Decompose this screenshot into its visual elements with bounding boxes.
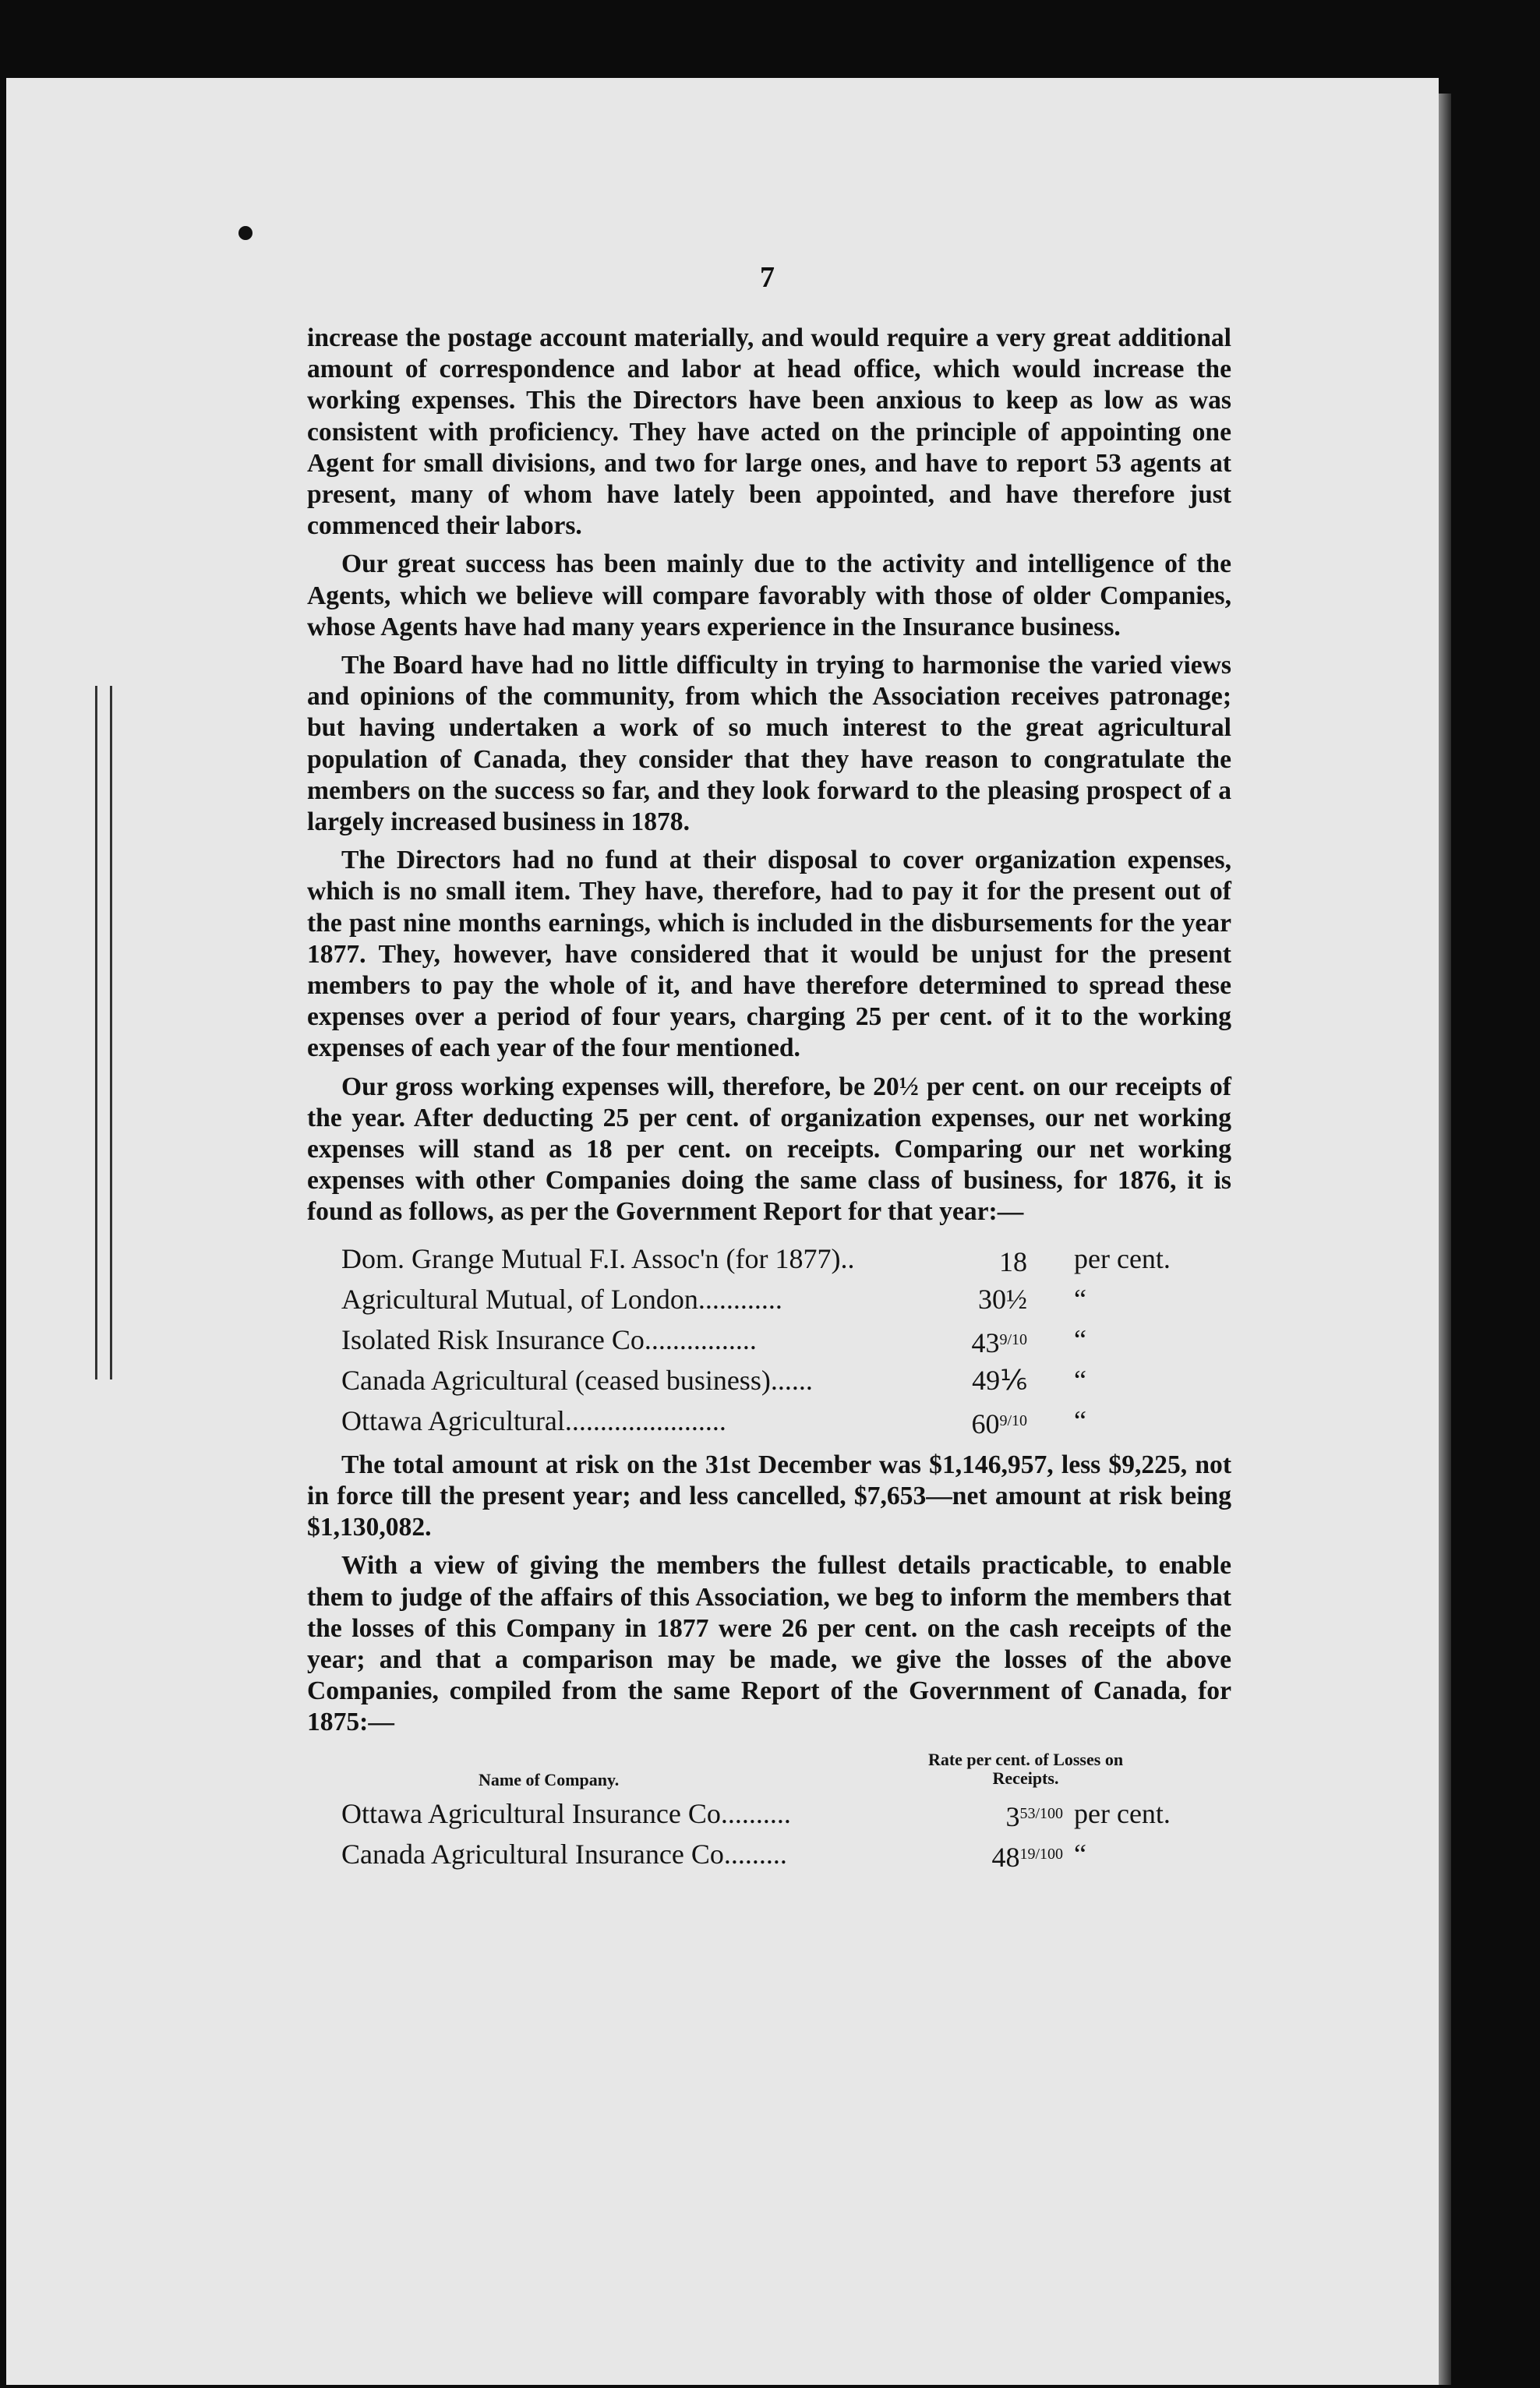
dot-leader: ......... (727, 1797, 791, 1829)
rate-value: 3 (1005, 1800, 1020, 1832)
table-row (341, 1361, 1231, 1401)
column-header-rate: Rate per cent. of Losses on Receipts. (927, 1749, 1124, 1788)
rate-unit: “ (1074, 1404, 1086, 1436)
company-name: Ottawa Agricultural (341, 1404, 565, 1436)
paragraph: The total amount at risk on the 31st December was $1,146,957, less $9,225, not in force till the present year; and less cancelled, $7,653—net amount at risk being $1,130,082. (307, 1450, 1231, 1542)
paragraph: The Board have had no little difficulty in trying to harmonise the varied views and opinions of the community, from which the Association receives patronage; but having undertaken a work of so much interest to the great agricultural population of Canada, they consider that they have reason to congratulate the members on the success so far, and they look forward to the pleasing prospect of a largely increased business in 1878. (307, 651, 1231, 837)
table-row (341, 1239, 1231, 1280)
company-name: Canada Agricultural (ceased business) (341, 1364, 771, 1396)
rate-unit: “ (1074, 1364, 1086, 1396)
rate-value: 49 (972, 1364, 1001, 1396)
company-name: Canada Agricultural Insurance Co. (341, 1838, 731, 1870)
column-header-name: Name of Company. (479, 1769, 620, 1789)
table-row (341, 1320, 1231, 1361)
page-number: 7 (760, 261, 775, 294)
rate-fraction: ⅙ (1000, 1364, 1027, 1396)
table-row (307, 1835, 1231, 1875)
margin-bracket-mark (95, 686, 112, 1379)
table-row (341, 1280, 1231, 1320)
company-name: Dom. Grange Mutual F.I. Assoc'n (for 1877) (341, 1242, 841, 1274)
rate-value: 60 (971, 1408, 1000, 1440)
paragraph: Our gross working expenses will, therefore, be 20½ per cent. on our receipts of the year. After deducting 25 per cent. of organization expenses, our net working expenses will stand as 18 per cent. on receipts. Comparing our net working expenses with other Companies doing the same class of business, for 1876, it is found as follows, as per the Government Report for that year:— (307, 1072, 1231, 1227)
body-text (307, 323, 1231, 1875)
dot-leader: .. (840, 1242, 855, 1274)
rate-unit: per cent. (1074, 1242, 1171, 1274)
rate-value: 18 (999, 1245, 1027, 1277)
rate-fraction: 9/10 (999, 1330, 1027, 1348)
company-name: Ottawa Agricultural Insurance Co. (341, 1797, 728, 1829)
dot-leader: ...... (770, 1364, 813, 1396)
rate-fraction: 9/10 (999, 1411, 1027, 1429)
rate-unit: “ (1074, 1838, 1086, 1870)
company-name: Agricultural Mutual, of London (341, 1283, 698, 1315)
rate-unit: per cent. (1074, 1797, 1171, 1829)
dot-leader: ............ (698, 1283, 782, 1315)
rate-unit: “ (1074, 1323, 1086, 1355)
paragraph: increase the postage account materially, and would require a very great additional amount of correspondence and labor at head office, which would increase the working expenses. This the Directors have been anxious to keep as low as was consistent with proficiency. They have acted on the principle of appointing one Agent for small divisions, and two for large ones, and have to report 53 agents at present, many of whom have lately been appointed, and have therefore just commenced their labors. (307, 323, 1231, 541)
rate-value: 48 (991, 1841, 1020, 1873)
dot-leader: ........ (730, 1838, 787, 1870)
page-edge-shadow (1439, 94, 1451, 2385)
rate-fraction: ½ (1006, 1283, 1027, 1315)
paragraph: The Directors had no fund at their disposal to cover organization expenses, which is no small item. They have, therefore, had to pay it for the present out of the past nine months earnings, which is included in the disbursements for the year 1877. They, however, have considered that it would be unjust for the present members to pay the whole of it, and have therefore determined to spread these expenses over a period of four years, charging 25 per cent. of it to the working expenses of each year of the four mentioned. (307, 846, 1231, 1063)
table-row (307, 1794, 1231, 1835)
punch-hole-mark (238, 226, 253, 240)
rate-unit: “ (1074, 1283, 1086, 1315)
rate-value: 43 (971, 1326, 1000, 1358)
working-expenses-table (341, 1239, 1231, 1442)
company-name: Isolated Risk Insurance Co. (341, 1323, 652, 1355)
table-row (341, 1401, 1231, 1442)
dot-leader: ....................... (564, 1404, 726, 1436)
dot-leader: ............... (651, 1323, 757, 1355)
paragraph: With a view of giving the members the fullest details practicable, to enable them to judge of the affairs of this Association, we beg to inform the members that the losses of this Company in 1877 were 26 per cent. on the cash receipts of the year; and that a comparison may be made, we give the losses of the above Companies, compiled from the same Report of the Government of Canada, for 1875:— (307, 1551, 1231, 1737)
loss-table-header (307, 1746, 1231, 1794)
rate-value: 30 (978, 1283, 1006, 1315)
rate-fraction: 19/100 (1019, 1845, 1063, 1863)
rate-fraction: 53/100 (1019, 1804, 1063, 1822)
paragraph: Our great success has been mainly due to the activity and intelligence of the Agents, which we believe will compare favorably with those of older Companies, whose Agents have had many years experience in the Insurance business. (307, 549, 1231, 641)
